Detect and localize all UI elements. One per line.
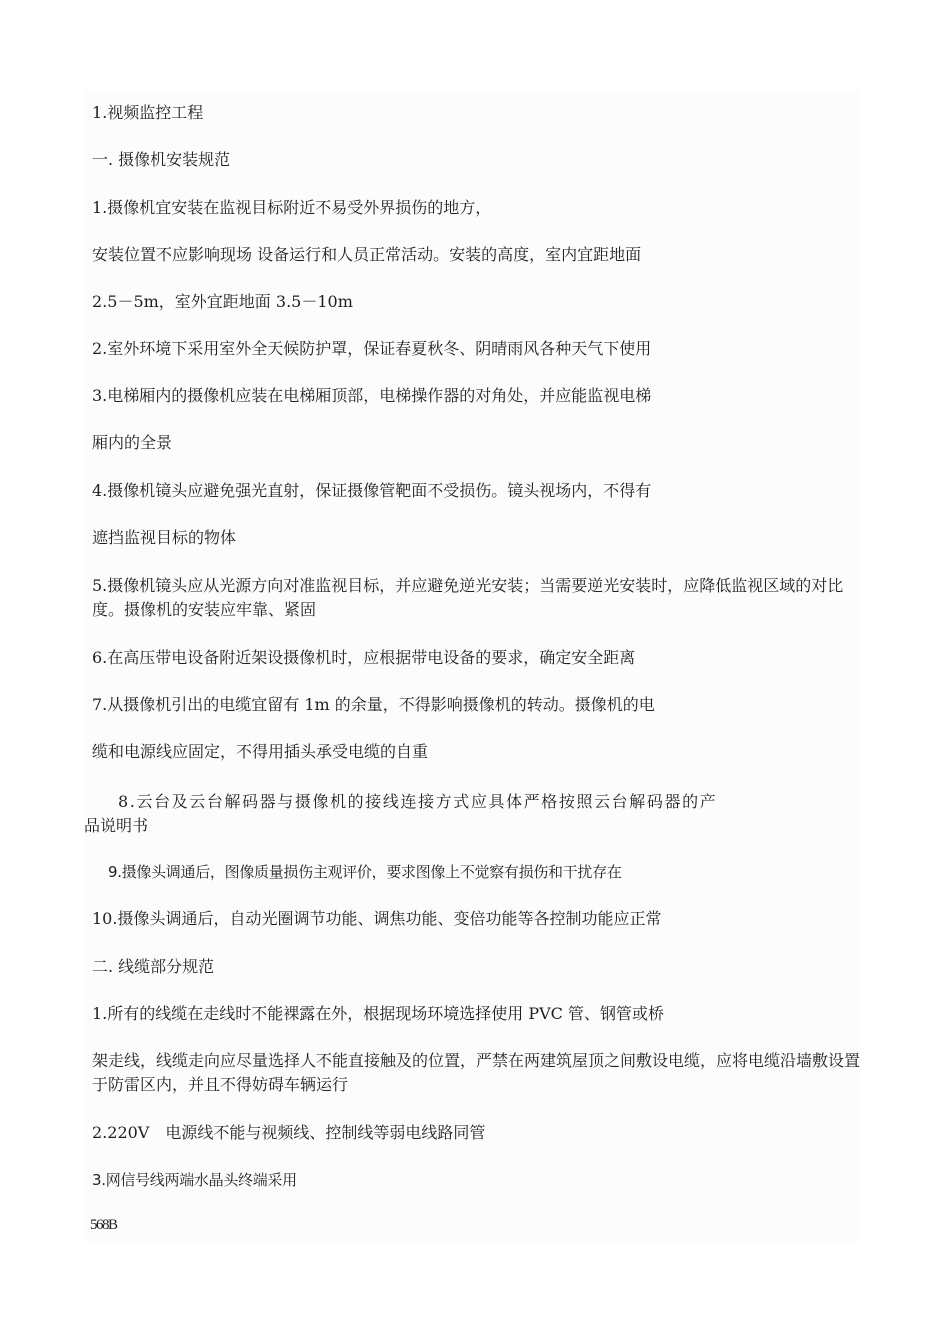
paragraph-line: 3.电梯厢内的摄像机应装在电梯厢顶部，电梯操作器的对角处，并应能监视电梯	[92, 386, 652, 405]
paragraph-block: 架走线，线缆走向应尽量选择人不能直接触及的位置，严禁在两建筑屋顶之间敷设电缆，应将电缆沿墙敷设置于防雷区内，并且不得妨碍车辆运行	[92, 1051, 861, 1094]
paragraph-block: 5.摄像机镜头应从光源方向对准监视目标，并应避免逆光安装；当需要逆光安装时，应降低监视区域的对比度。摄像机的安装应牢靠、紧固	[92, 576, 844, 619]
paragraph-line: 厢内的全景	[92, 433, 173, 452]
subsection-heading: 一. 摄像机安装规范	[92, 150, 231, 169]
subsection-heading: 二. 线缆部分规范	[92, 957, 215, 976]
paragraph-line: 安装位置不应影响现场 设备运行和人员正常活动。安装的高度，室内宜距地面	[92, 245, 642, 264]
paragraph-line: 10.摄像头调通后，自动光圈调节功能、调焦功能、变倍功能等各控制功能应正常	[92, 909, 662, 928]
paragraph-line: 遮挡监视目标的物体	[92, 528, 237, 547]
section-title: 1.视频监控工程	[92, 103, 204, 122]
paragraph-line: 2.5－5m，室外宜距地面 3.5－10m	[92, 292, 353, 311]
footer-mark: 568B	[90, 1217, 117, 1233]
paragraph-line: 1.所有的线缆在走线时不能裸露在外，根据现场环境选择使用 PVC 管、钢管或桥	[92, 1004, 665, 1023]
paragraph-line: 8.云台及云台解码器与摄像机的接线连接方式应具体严格按照云台解码器的产	[118, 792, 718, 811]
paragraph-line: 1.摄像机宜安装在监视目标附近不易受外界损伤的地方，	[92, 198, 492, 217]
paragraph-line: 缆和电源线应固定，不得用插头承受电缆的自重	[92, 742, 429, 761]
paragraph-line: 品说明书	[84, 816, 149, 835]
paragraph-line: 2.室外环境下采用室外全天候防护罩，保证春夏秋冬、阴晴雨风各种天气下使用	[92, 339, 652, 358]
paragraph-line: 3.网信号线两端水晶头终端采用	[92, 1171, 297, 1189]
paragraph-line: 9.摄像头调通后，图像质量损伤主观评价，要求图像上不觉察有损伤和干扰存在	[108, 863, 622, 881]
paragraph-line: 6.在高压带电设备附近架设摄像机时，应根据带电设备的要求，确定安全距离	[92, 648, 636, 667]
paragraph-line: 4.摄像机镜头应避免强光直射，保证摄像管靶面不受损伤。镜头视场内，不得有	[92, 481, 652, 500]
paragraph-line: 7.从摄像机引出的电缆宜留有 1m 的余量，不得影响摄像机的转动。摄像机的电	[92, 695, 655, 714]
paragraph-line: 2.220V 电源线不能与视频线、控制线等弱电线路同管	[92, 1123, 486, 1142]
